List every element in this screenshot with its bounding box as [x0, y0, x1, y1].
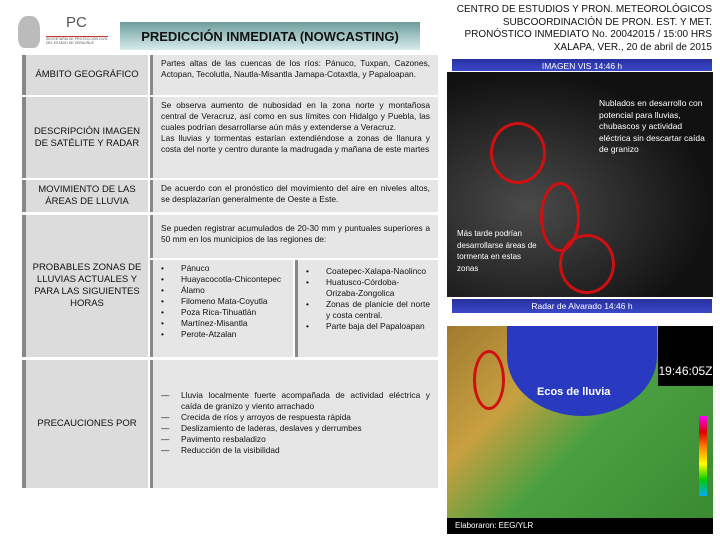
circle-marker	[473, 350, 505, 410]
label-ambito: ÁMBITO GEOGRÁFICO	[22, 55, 148, 95]
list-item: • Martínez-Misantla	[161, 318, 285, 329]
header-info	[457, 4, 712, 54]
list-item: • Zonas de planicie del norte y costa central.	[306, 299, 430, 321]
logo	[18, 14, 108, 50]
list-item: — Crecida de ríos y arroyos de respuesta rápida	[161, 412, 430, 423]
header-line: CENTRO DE ESTUDIOS Y PRON. METEOROLÓGICOS	[456, 4, 712, 15]
list-item: • Pánuco	[161, 263, 285, 274]
color-scale	[699, 416, 707, 496]
probables-list-2	[295, 260, 438, 357]
descripcion-cell	[150, 97, 438, 178]
probables-list-1	[150, 260, 293, 357]
circle-marker	[490, 122, 546, 184]
list-item: • Huatusco-Córdoba-Orizaba-Zongolica	[306, 277, 430, 299]
logo-org: PC	[66, 14, 87, 31]
ambito-text: Partes altas de las cuencas de los ríos: Pánuco, Tuxpan, Cazones, Actopan, Tecolutla, Nautla-Misantla Jamapa-Cotaxtla, y Papaloapan.	[150, 55, 438, 95]
list-item: • Parte baja del Papaloapan	[306, 321, 430, 332]
list-item: • Huayacocotla-Chicontepec	[161, 274, 285, 285]
echo-label: Ecos de lluvia	[537, 386, 611, 398]
list-item: — Pavimento resbaladizo	[161, 434, 430, 445]
precauciones-cell	[150, 360, 438, 488]
satellite-image	[447, 72, 713, 297]
label-precauciones: PRECAUCIONES POR	[22, 360, 148, 488]
list-item: • Filomeno Mata-Coyutla	[161, 296, 285, 307]
credits: Elaboraron: EEG/YLR	[447, 518, 713, 534]
page-title: PREDICCIÓN INMEDIATA (NOWCASTING)	[120, 22, 420, 50]
header-line: SUBCOORDINACIÓN DE PRON. EST. Y MET.	[502, 16, 712, 28]
radar-time: 19:46:05Z	[658, 364, 713, 378]
sea-area	[507, 326, 657, 416]
satellite-title: IMAGEN VIS 14:46 h	[451, 58, 713, 72]
logo-sub: SECRETARÍA DE PROTECCIÓN CIVIL DEL ESTADO DE VERACRUZ	[46, 37, 108, 45]
list-item: • Perote-Atzalan	[161, 329, 285, 340]
movimiento-text: De acuerdo con el pronóstico del movimiento del aire en niveles altos, se desplazarían generalmente de Oeste a Este.	[150, 180, 438, 212]
list-item: • Coatepec-Xalapa-Naolinco	[306, 266, 430, 277]
satellite-note-1: Nublados en desarrollo con potencial para lluvias, chubascos y actividad eléctrica sin descartar caída de granizo	[599, 98, 705, 154]
circle-marker	[559, 234, 615, 294]
satellite-note-2: Más tarde podrían desarrollarse áreas de tormenta en estas zonas	[457, 229, 537, 273]
probables-text: Se pueden registrar acumulados de 20-30 mm y puntuales superiores a 50 mm en los municipios de las regiones de:	[150, 215, 438, 258]
radar-info-panel	[658, 326, 713, 386]
list-item: • Álamo	[161, 285, 285, 296]
coat-of-arms-icon	[18, 16, 40, 48]
radar-title: Radar de Alvarado 14:46 h	[451, 298, 713, 314]
header-line: PRONÓSTICO INMEDIATO No. 20042015 / 15:00 HRS	[464, 29, 712, 40]
label-descripcion: DESCRIPCIÓN IMAGEN DE SATÉLITE Y RADAR	[22, 97, 148, 178]
label-probables: PROBABLES ZONAS DE LLUVIAS ACTUALES Y PARA LAS SIGUIENTES HORAS	[22, 215, 148, 357]
descripcion-text: Se observa aumento de nubosidad en la zona norte y montañosa central de Veracruz, así como en sus límites con Hidalgo y Puebla, las cuales podrían desarrollarse aún más y extenderse a Veracruz.	[161, 100, 430, 132]
radar-image	[447, 326, 713, 518]
list-item: — Reducción de la visibilidad	[161, 445, 430, 456]
list-item: — Deslizamiento de laderas, deslaves y derrumbes	[161, 423, 430, 434]
list-item: — Lluvia localmente fuerte acompañada de actividad eléctrica y caída de granizo y viento arrachado	[161, 390, 430, 412]
header-line: XALAPA, VER., 20 de abril de 2015	[553, 41, 712, 53]
label-movimiento: MOVIMIENTO DE LAS ÁREAS DE LLUVIA	[22, 180, 148, 212]
list-item: • Poza Rica-Tihuatlán	[161, 307, 285, 318]
descripcion-text: Las lluvias y tormentas estarían extendiéndose a zonas de llanura y costa del norte y centro durante la madrugada y mañana de este martes	[161, 133, 430, 154]
